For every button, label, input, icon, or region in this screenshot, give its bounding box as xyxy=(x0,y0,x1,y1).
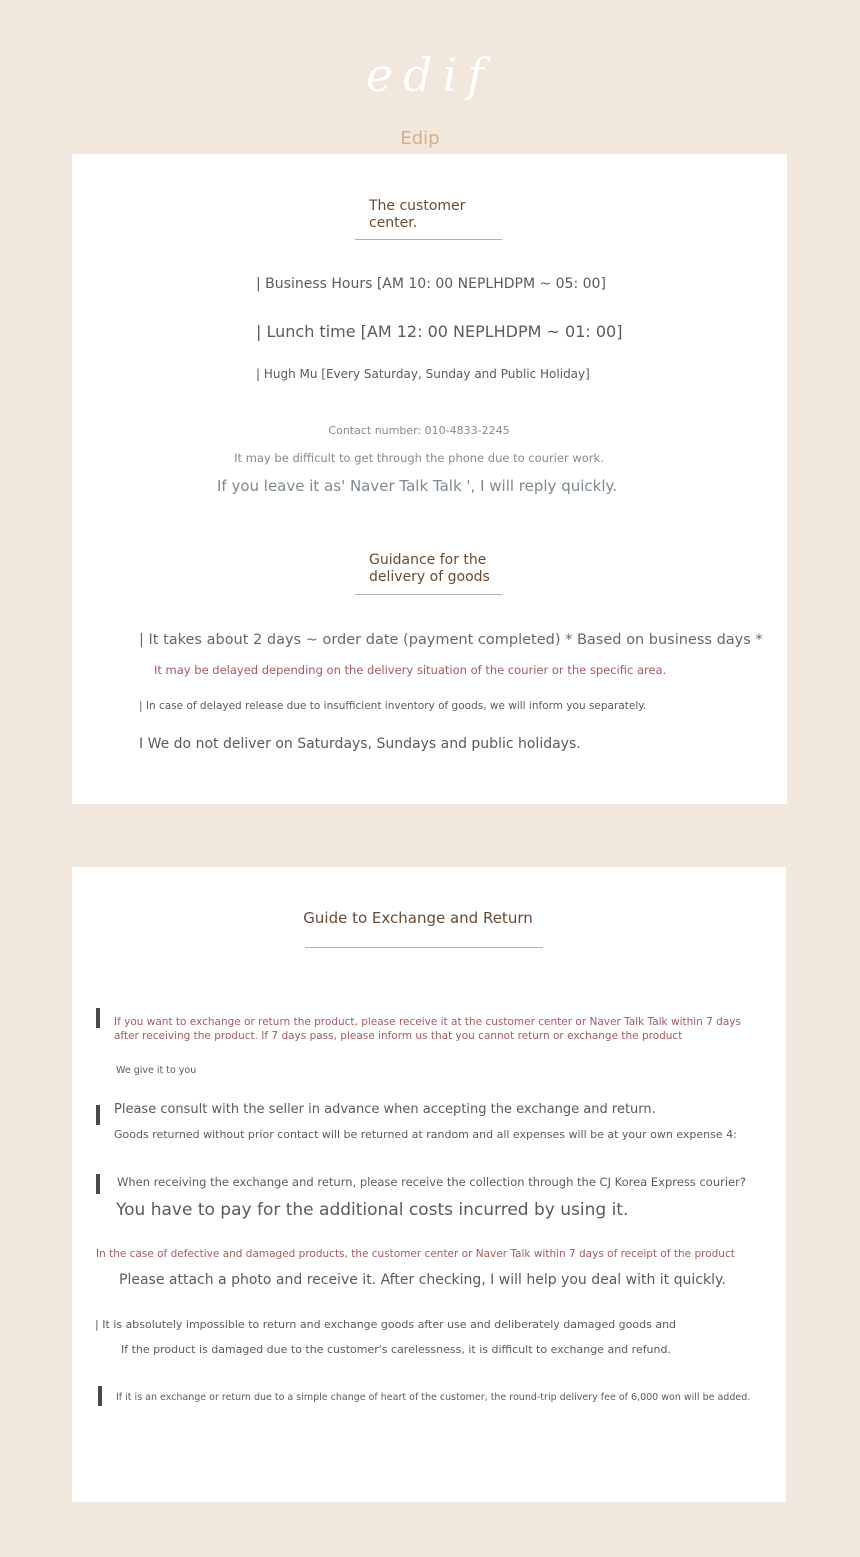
exchange-p5-line2: If the product is damaged due to the customer's carelessness, it is difficult to exchange and refund. xyxy=(121,1343,671,1356)
exchange-p1-line1: If you want to exchange or return the product, please receive it at the customer center or Naver Talk Talk within 7 days xyxy=(114,1016,741,1028)
delivery-line-1: | It takes about 2 days ~ order date (payment completed) * Based on business days * xyxy=(139,632,763,648)
business-hours: | Business Hours [AM 10: 00 NEPLHDPM ~ 05: 00] xyxy=(256,276,606,292)
delivery-line-2: It may be delayed depending on the delivery situation of the courier or the specific area. xyxy=(154,663,667,677)
exchange-p1-line2: after receiving the product. If 7 days pass, please inform us that you cannot return or exchange the product xyxy=(114,1030,683,1042)
delivery-line-3: | In case of delayed release due to insufficient inventory of goods, we will inform you separately. xyxy=(139,700,647,712)
exchange-title-underline xyxy=(305,947,543,948)
paragraph-marker-6 xyxy=(98,1386,102,1406)
exchange-title: Guide to Exchange and Return xyxy=(303,909,533,927)
customer-center-title-line1: The customer xyxy=(369,198,466,214)
talk-note: If you leave it as' Naver Talk Talk ', I will reply quickly. xyxy=(216,477,617,495)
exchange-p2-line1: Please consult with the seller in advance when accepting the exchange and return. xyxy=(114,1102,656,1117)
logo: edif xyxy=(365,48,495,102)
exchange-p2-line2: Goods returned without prior contact will be returned at random and all expenses will be at your own expense 4: xyxy=(114,1128,737,1141)
exchange-p3-line1: When receiving the exchange and return, please receive the collection through the CJ Korea Express courier? xyxy=(117,1175,746,1189)
paragraph-marker-2 xyxy=(96,1105,100,1125)
brand-name: Edip xyxy=(400,128,440,149)
delivery-line-4: I We do not deliver on Saturdays, Sundays and public holidays. xyxy=(139,736,581,752)
exchange-p4-line2: Please attach a photo and receive it. After checking, I will help you deal with it quickly. xyxy=(119,1272,726,1288)
lunch-time: | Lunch time [AM 12: 00 NEPLHDPM ~ 01: 00] xyxy=(256,322,623,341)
contact-number: Contact number: 010-4833-2245 xyxy=(328,424,510,437)
exchange-p3-line2: You have to pay for the additional costs incurred by using it. xyxy=(116,1200,629,1220)
customer-center-title-line2: center. xyxy=(369,215,418,231)
customer-center-title xyxy=(369,198,465,232)
delivery-title-line1: Guidance for the xyxy=(369,552,487,568)
phone-note: It may be difficult to get through the phone due to courier work. xyxy=(234,451,604,465)
exchange-p5-line1: | It is absolutely impossible to return and exchange goods after use and deliberately damaged goods and xyxy=(95,1318,677,1331)
delivery-title-underline xyxy=(355,594,502,595)
delivery-title xyxy=(369,552,490,586)
paragraph-marker-3 xyxy=(96,1174,100,1194)
customer-center-title-underline xyxy=(355,239,502,240)
exchange-p4-line1: In the case of defective and damaged products, the customer center or Naver Talk within 7 days of receipt of the product xyxy=(96,1248,735,1260)
exchange-p1-line3: We give it to you xyxy=(116,1065,197,1076)
exchange-p6-line1: If it is an exchange or return due to a simple change of heart of the customer, the round-trip delivery fee of 6,000 won will be added. xyxy=(116,1392,751,1403)
delivery-title-line2: delivery of goods xyxy=(369,569,490,585)
paragraph-marker-1 xyxy=(96,1008,100,1028)
holiday-info: | Hugh Mu [Every Saturday, Sunday and Public Holiday] xyxy=(256,367,590,381)
